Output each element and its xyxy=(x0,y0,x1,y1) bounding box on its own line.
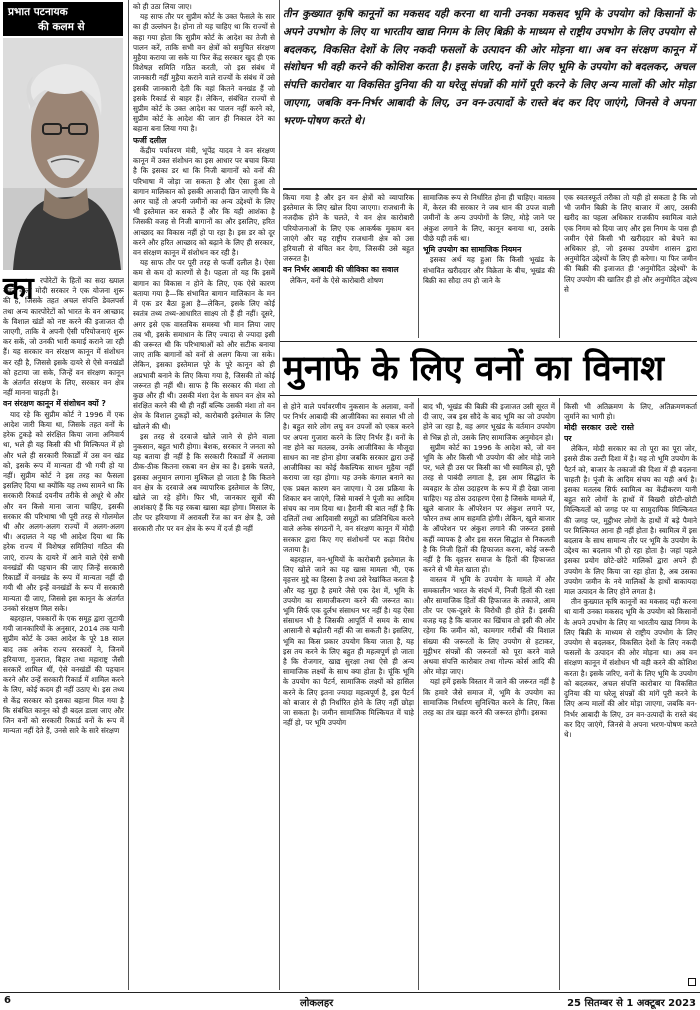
paragraph: बाद भी, भूखंड की बिक्री की इजाजत उसी सूरत में दी जाए, जब इस सौदे के बाद भूमि का जो उपयोग होने जा रहा है, वह अगर भूखंड के वर्तमान उपयोग से भिन्न हो तो, उसके लिए सामाजिक अनुमोदन हो। xyxy=(423,402,555,442)
end-mark-icon xyxy=(688,978,696,986)
dropcap: का xyxy=(3,271,34,306)
paragraph: से होने वाले पर्यावरणीय नुकसान के अलावा, वनों पर निर्भर आबादी की आजीविका का सवाल भी तो है। बहुत सारे लोग लघु वन उपजों को एकत्र करने पर अपना गुजारा करने के लिए निर्भर हैं। वनों के नष्ट होने का मतलब, उनके आजीविका के मौजूदा साधन का नष्ट होना होगा जबकि सरकार द्वारा उन्हें आजीविका का कोई वैकल्पिक साधन मुहैया नहीं कराया जा रहा होगा। यह उनके कंगाल बनाने का एक प्रबल कारण बन जाएगा। ये उस प्रक्रिया के शिकार बन जाएंगे, जिसे मार्क्स ने पूंजी का आदिम संचय का नाम दिया था। हैरानी की बात नहीं है कि दलितों तथा आदिवासी समूहों का प्रतिनिधित्व करने वाले अनेक संगठनों ने, वन संरक्षण कानून में मोदी सरकार द्वारा किए गए संशोधनों पर कड़ा विरोध जताया है। xyxy=(283,402,414,554)
paragraph: किया गया है और इन वन क्षेत्रों को व्यापारिक इस्तेमाल के लिए खोल दिया जाएगा। राजधानी के नजदीक होने के चलते, ये वन क्षेत्र कारोबारी परियोजनाओं के लिए एक आकर्षक मुकाम बन जाएंगे और यह राष्ट्रीय राजधानी क्षेत्र को उस हरियाली से वंचित कर देगा, जिसकी उसे बहुत जरूरत है। xyxy=(283,193,414,264)
issue-date: 25 सितम्बर से 1 अक्टूबर 2023 xyxy=(567,998,696,1009)
pull-quote: तीन कुख्यात कृषि कानूनों का मकसद यही करना था यानी उनका मकसद भूमि के उपयोग को किसानों के अपने उपभोग के लिए या भारतीय खाद्य निगम के लिए बिक्री के माध्यम से राष्ट्रीय उपभोग के लिए उपयोग से बदलकर, विकसित देशों के लिए नकदी फसलों के उत्पादन की ओर मोड़ना था। अब वन संरक्षण कानून में संशोधन भी वही करने की कोशिश करता है। इसके जरिए, वनों के लिए भूमि के उपयोग को बदलकर, अचल संपत्ति कारोबार या विकसित दुनिया की या घरेलू संपन्नों की मांगें पूरी करने के लिए अन्य मालों की ओर मोड़ा जाएगा, जबकि वन-निर्भर आबादी के लिए, उन वन-उत्पादों के रास्ते बंद कर दिए जाएंगे, जिनसे वे अपना भरण-पोषण करते थे। xyxy=(283,8,695,127)
paragraph: केंद्रीय पर्यावरण मंत्री, भूपेंद्र यादव ने वन संरक्षण कानून में उक्त संशोधन का इस आधार पर बचाव किया है कि इसका डर था कि निजी बागानों को वनों की परिभाषा में जोड़ा जा सकता है और ऐसा हुआ तो बागान मालिकान को इसकी आजादी छिन जाएगी कि वे अगर चाहें तो अपनी जमीनों का अन्य उद्देश्यों के लिए भी इस्तेमाल कर सकते हैं और कि यही आशंका है जिसकी वजह से निजी बागानों का और इसलिए, हरित आच्छाद का विकास नहीं हो पा रहा है। इस डर को दूर करने और हरित आच्छाद को बढ़ाने के लिए ही सरकार, वन संरक्षण कानून में संशोधन कर रही है। xyxy=(133,146,275,258)
paragraph: तीन कुख्यात कृषि कानूनों का मकसद यही करना था यानी उनका मकसद भूमि के उपयोग को किसानों के अपने उपभोग के लिए या भारतीय खाद्य निगम के लिए बिक्री के माध्यम से राष्ट्रीय उपभोग के लिए उपयोग से बदलकर, विकसित देशों के लिए नकदी फसलों के उत्पादन की ओर मोड़ना था। अब वन संरक्षण कानून में संशोधन भी वही करने की कोशिश करता है। इसके जरिए, वनों के लिए भूमि के उपयोग को बदलकर, अचल संपत्ति कारोबार या विकसित दुनिया की या घरेलू संपन्नों की मांगें पूरी करने के लिए अन्य मालों की ओर मोड़ा जाएगा, जबकि वन-निर्भर आबादी के लिए, उन वन-उत्पादों के रास्ते बंद कर दिए जाएंगे, जिनसे वे अपना भरण-पोषण करते थे। xyxy=(564,597,697,739)
article-column-3-lower xyxy=(283,402,414,990)
column-divider xyxy=(559,398,560,990)
subheading: मोदी सरकार उल्टे रास्ते पर xyxy=(564,423,634,443)
column-divider xyxy=(279,0,280,990)
intro-paragraph: रपोरेटों के हितों का सदा ख्याल रखने वाली मोदी सरकार ने एक योजना शुरू की है, जिसके तहत अचल संपत्ति डेवलपर्स तथा अन्य कारपोरेटों को भारत के वन आच्छाद के विशाल खंडों को नष्ट करने की इजाजत दी जाएगी, ताकि वे अपनी ऐसी परियोजनाएं शुरू कर सकें, जो उनकी भारी कमाई कराने जा रही हैं। यह सरकार वन संरक्षण कानून में संशोधन कर रही है, जिससे इसके दायरे से ऐसे वनखंडों को हटाया जा सके, जिन्हें वन संरक्षण कानून के अंतर्गत संरक्षण के लिए, सरकार वन क्षेत्र नहीं मानना चाहती है। xyxy=(3,276,124,398)
author-name: प्रभात पटनायक xyxy=(8,6,68,18)
paragraph: इसका अर्थ यह हुआ कि किसी भूखंड के संभावित खरीददार और विक्रेता के बीच, भूखंड की बिक्री का सौदा तय हो जाने के xyxy=(423,255,555,285)
author-photo xyxy=(3,38,123,270)
paragraph: एक स्वतःस्फूर्त तरीका तो यही हो सकता है कि जो भी जमीन बिक्री के लिए बाजार में आए, उसकी खरीद का पहला अधिकार राजकीय स्वामित्व वाले एक निगम को दिया जाए और इस निगम के पास ही जमीन ऐसे किसी भी खरीददार को बेचने का अधिकार हो, जो इसका उपयोग शासन द्वारा अनुमोदित उद्देश्यों के लिए ही करेगा। या फिर जमीन की बिक्री की इजाजत ही 'अनुमोदित उद्देश्यों' के लिए उपयोग की खातिर ही हो और अनुमोदित उद्देश्य से xyxy=(564,193,697,294)
headline-bottom-rule xyxy=(279,395,697,396)
paragraph: यहां हमें इसके विस्तार में जाने की जरूरत नहीं है कि हमारे जैसे समाज में, भूमि के उपयोग का सामाजिक निर्धारण सुनिश्चित करने के लिए, किस तरह का तंत्र खड़ा करने की जरूरत होगी। इसका xyxy=(423,677,555,718)
article-column-4-upper xyxy=(423,193,555,338)
paragraph: बहरहाल, पत्रकारों के एक समूह द्वारा जुटायी गयी जानकारियों के अनुसार, 2014 तक यानी सुप्रीम कोर्ट के उक्त आदेश के पूरे 18 साल बाद तक अनेक राज्य सरकारों ने, जिनमें हरियाणा, गुजरात, बिहार तथा महाराष्ट्र जैसी सरकारें शामिल थीं, ऐसे वनखंडों की पहचान करने और उन्हें सरकारी रिकार्ड में शामिल करने के लिए, कोई कदम ही नहीं उठाए थे। इस तथ्य से केंद्र सरकार को इसका बहाना मिल गया है कि संबंधित कानून को ही बदल डाला जाए और जिन वनों को सरकारी रिकार्ड वनों के रूप में मान्यता नहीं देते हैं, उनसे सारे के सारे संरक्षण xyxy=(3,613,124,736)
headline-top-rule xyxy=(279,341,697,342)
subheading: वन संरक्षण कानून में संशोधन क्यों ? xyxy=(3,399,106,409)
paragraph: याद रहे कि सुप्रीम कोर्ट ने 1996 में एक आदेश जारी किया था, जिसके तहत वनों के हरेक टुकड़े को संरक्षित किया जाना अनिवार्य था, भले ही यह किसी की भी मिल्कियत में हो और भले ही सरकारी रिकार्डों में उस वन खंड को, इसके रूप में मान्यता दी भी गयी हो या नहीं। सुप्रीम कोर्ट ने इस तरह का फैसला इसलिए दिया था क्योंकि यह तथ्य सामने था कि सरकारी रिकार्ड दयनीय तरीके से अधूरे थे और और वन किसे माना जाना चाहिए, इसकी सरकार की परिभाषा भी पूरी तरह से गोलमोल थी और अलग-अलग राज्यों में अलग-अलग थी। अदालत ने यह भी आदेश दिया था कि हरेक राज्य में विशेषज्ञ समितियां गठित की जाएं, राज्य के दायरे में आने वाले ऐसे सभी वनखंडों की पहचान की जाए जिन्हें सरकारी रिकार्डों में वनखंड के रूप में मान्यता नहीं दी गयी थी और इन्हें वनखंडों के रूप में सरकारी मान्यता दी जाए, जिससे इस कानून के अंतर्गत उनको संरक्षण मिल सके। xyxy=(3,409,124,613)
paragraph: सामाजिक रूप से निर्धारित होना ही चाहिए। वास्तव में, केरल की सरकार ने जब धान की उपज वाली जमीनों के अन्य उपयोगों के लिए, मोड़े जाने पर अंकुश लगाने के लिए, कानून बनाया था, उसके पीछे यही तर्क था। xyxy=(423,193,555,243)
paragraph: वास्तव में भूमि के उपयोग के मामले में और समकालीन भारत के संदर्भ में, निजी हितों की रक्षा और सामाजिक हितों की हिफाजत के तकाजे, आम तौर पर एक-दूसरे के विरोधी ही होते हैं। इसकी वजह यह है कि बाजार का खिंचाव तो इसी की ओर रहेगा कि जमीन को, कामगार गरीबों की विशाल संख्या की जरूरतों के लिए उपयोग से हटाकर, मुट्ठीभर संपन्नों की जरूरतों को पूरा करने वाले अथवा संपत्ति कारोबार तथा गोल्फ कोर्स आदि की ओर मोड़ा जाए। xyxy=(423,575,555,677)
column-divider xyxy=(418,190,419,338)
article-column-4-lower xyxy=(423,402,555,990)
column-divider xyxy=(418,398,419,990)
article-column-5-lower xyxy=(564,402,697,990)
headline: मुनाफे के लिए वनों का विनाश xyxy=(283,349,665,389)
paragraph: किसी भी अतिक्रमण के लिए, अतिक्रमणकर्ता जुर्माने का भागी हो। xyxy=(564,402,697,422)
paragraph: बहरहाल, वन-भूमियों के कारोबारी इस्तेमाल के लिए खोले जाने का यह खास मामला भी, एक वृहत्तर मुद्दे का हिस्सा है तथा उसे रेखांकित करता है और यह मुद्दा है हमारे जैसे एक देश में, भूमि के उपयोग का सामाजीकरण करने की जरूरत का। भूमि सिर्फ एक दुर्लभ संसाधन भर नहीं है। यह ऐसा संसाधन भी है जिसकी आपूर्ति में समय के साथ आसानी से बढ़ोतरी नहीं की जा सकती है। इसलिए, भूमि का किस प्रकार उपयोग किया जाता है, यह इस तय करने के लिए बहुत ही महत्वपूर्ण हो जाता है कि रोजगार, खाद्य सुरक्षा तथा ऐसे ही अन्य सामाजिक लक्ष्यों के साथ क्या होता है। चूंकि भूमि के उपयोग का पैटर्न, सामाजिक लक्ष्यों को हासिल करने के लिए इतना ज्यादा महत्वपूर्ण है, इस पैटर्न को बाजार से ही निर्धारित होने के लिए नहीं छोड़ा जा सकता है। जमीन सामाजिक मिल्कियत में चाहे नहीं हो, पर भूमि उपयोग xyxy=(283,555,414,728)
subheading: भूमि उपयोग का सामाजिक नियमन xyxy=(423,245,522,255)
paragraph: इस तरह से दरवाजे खोले जाने से होने वाला नुकसान, बहुत भारी होगा। बेशक, सरकार ने जनता को यह बताया ही नहीं है कि सरकारी रिकार्डों में अलावा ठीक-ठीक कितना रकबा वन क्षेत्र का है। इसके चलते, इसका अनुमान लगाना मुश्किल हो जाता है कि कितने वन क्षेत्र के दरवाजे अब व्यापारिक इस्तेमाल के लिए, खोले जा रहे होंगे। फिर भी, जानकार सूत्रों की आशंकाएं हैं कि यह रकबा खासा बड़ा होगा। मिसाल के तौर पर हरियाणा में अरावली रेंज का वन क्षेत्र है, उसे सरकारी तौर पर वन क्षेत्र के रूप में दर्ज ही नहीं xyxy=(133,431,275,533)
article-column-2 xyxy=(133,2,275,990)
paragraph: लेकिन, वनों के ऐसे कारोबारी शोषण xyxy=(290,275,384,285)
column-divider xyxy=(559,190,560,338)
article-column-3-upper xyxy=(283,193,414,338)
paragraph: को ही उठा लिया जाए। xyxy=(133,2,192,11)
publication-name: लोकलहर xyxy=(300,998,334,1009)
paragraph: सुप्रीम कोर्ट का 1996 के आदेश को, जो वन भूमि के और किसी भी उपयोग की ओर मोड़े जाने पर, भले ही उस पर किसी का भी स्वामित्व हो, पूरी तरह से पाबंदी लगाता है, इस आम सिद्धांत के व्यवहार के ठोस उदाहरण के रूप में ही देखा जाना चाहिए। यह ठोस उदाहरण ऐसा है जिसके मामले में, खुले बाजार के ऑपरेशन पर अंकुश लगाने पर, फौरन तथ्य आम सहमति होगी। लेकिन, खुले बाजार के ऑपरेशन पर अंकुश लगाने की जरूरत इससे कहीं व्यापक है और इस सरल सिद्धांत से निकलती है कि निजी हितों की हिफाजत करना, कोई जरूरी नहीं है कि वृहत्तर समाज के हितों की हिफाजत करने से भी मेल खाता हो। xyxy=(423,442,555,575)
subheading: वन निर्भर आबादी की जीविका का सवाल xyxy=(283,265,399,275)
article-column-1 xyxy=(3,276,124,990)
article-column-5-upper xyxy=(564,193,697,338)
author-tagline: की कलम से xyxy=(38,21,85,33)
paragraph: यह साफ तौर पर पूरी तरह से फर्जी दलील है। ऐसा कम से कम दो कारणों से है। पहला तो यह कि इसमें बागान का विकास न होने के लिए, एक ऐसे कारण बताया गया है—कि संभावित बागान मालिकान के मन में एक डर बैठा हुआ है—लेकिन, इसके लिए कोई स्वतंत्र तथ्य तथ्य-आधारित साक्ष्य तो हैं ही नहीं। दूसरे, अगर इसे एक वास्तविक समस्या भी मान लिया जाए तब भी, इसके समाधान के लिए ज्यादा से ज्यादा इसी की जरूरत थी कि परिभाषाओं को और सटीक बनाया जाए ताकि बागानों को वनों से अलग किया जा सके। लेकिन, इसका इस्तेमाल पूरे के पूरे कानून को ही अप्रभावी बनाने के लिए किया गया है, जिसकी तो कोई जरूरत ही नहीं थी। साफ है कि सरकार की मंशा तो कुछ और ही थी। उसकी मंशा देश के सघन वन क्षेत्र को संरक्षित करने की थी ही नहीं बल्कि उसकी मंशा तो वन क्षेत्र के विशाल टुकड़ों को, कारोबारी इस्तेमाल के लिए खोलने की थी। xyxy=(133,258,275,431)
quote-divider xyxy=(283,188,697,190)
column-divider xyxy=(128,0,129,990)
footer-rule xyxy=(0,992,700,993)
subheading: फर्जी दलील xyxy=(133,135,167,145)
paragraph: लेकिन, मोदी सरकार का तो पूरा का पूरा जोर, इससे ठीक उल्टी दिशा में है। यह तो भूमि उपयोग के पैटर्न को, बाजार के तकाजों की दिशा में ही बदलना चाहती है। पूंजी के आदिम संचय का यही अर्थ है। इसका मतलब सिर्फ स्वामित्व का केंद्रीकरण यानी बहुत सारे लोगों के हाथों में बिखरी छोटी-छोटी मिल्कियतों को जगह पर या सामुदायिक मिल्कियत की जगह पर, मुट्ठीभर लोगों के हाथों में बड़े पैमाने पर मिल्कियत आना ही नहीं होता है। स्वामित्व में इस बदलाव के साथ सामान्य तौर पर भूमि के उपयोग के उद्देश्य का बदलाव भी हो रहा होता है। जहां पहले इसका प्रयोग छोटे-छोटे मालिकों द्वारा अपने ही उपयोग के लिए किया जा रहा होता है, अब उसका उपयोग जमीन के नये मालिकों के हाथों बाकायदा माल उत्पादन के लिए होने लगता है। xyxy=(564,444,697,597)
paragraph: यह साफ तौर पर सुप्रीम कोर्ट के उक्त फैसले के सार का ही उल्लंघन है। होना तो यह चाहिए था कि राज्यों से कहा गया होता कि सुप्रीम कोर्ट के आदेश का तेजी से पालन करें, ताकि सभी वन क्षेत्रों को समुचित संरक्षण मुहैया कराया जा सके या फिर केंद्र सरकार खुद ही एक विशेषज्ञ समिति गठित करती, जो इस संबंध में जानकारी नहीं मुहैया कराने वाले राज्यों के संबंध में उसे इसकी जानकारी देती कि वहां कितने वनखंड हैं जो इसके रिकार्ड से बाहर हैं। लेकिन, संबंधित राज्यों से सुप्रीम कोर्ट के उक्त आदेश का पालन नहीं करने को, सुप्रीम कोर्ट के आदेश की जान ही निकाल देने का बहाना बना लिया गया है। xyxy=(133,12,275,134)
page-number: 6 xyxy=(4,995,11,1006)
